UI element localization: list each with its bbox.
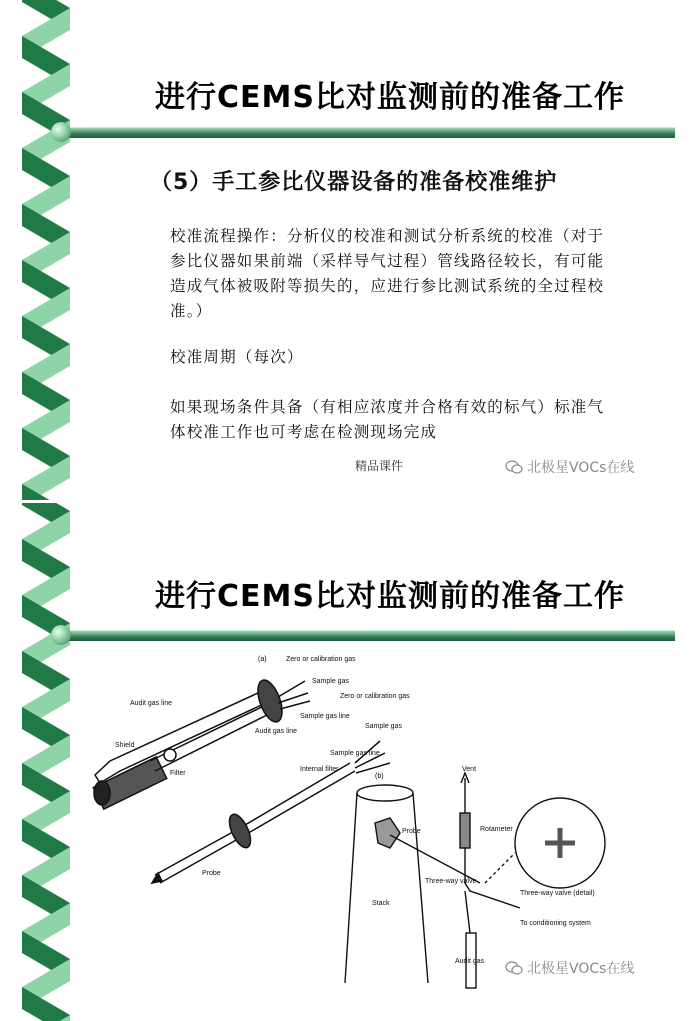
slide-2 [0, 503, 700, 1021]
label-rotameter: Rotameter [480, 826, 513, 833]
label-internal-filter: Internal filter [300, 766, 339, 773]
slide-title: 进行CEMS比对监测前的准备工作 [155, 579, 625, 614]
watermark-text: 北极星VOCs在线 [527, 460, 635, 476]
slide-title: 进行CEMS比对监测前的准备工作 [155, 80, 625, 115]
section-subtitle: （5）手工参比仪器设备的准备校准维护 [150, 170, 558, 195]
zigzag-chain-border [0, 503, 90, 1021]
label-stack: Stack [372, 900, 390, 907]
probe-assembly-lower [152, 741, 390, 883]
wechat-icon [505, 961, 523, 975]
label-probe-b: Probe [402, 828, 421, 835]
label-vent: Vent [462, 766, 477, 773]
label-zero-calibration-gas-2: Zero or calibration gas [340, 693, 410, 700]
label-to-conditioning: To conditioning system [520, 920, 591, 927]
paragraph-onsite-calibration: 如果现场条件具备（有相应浓度并合格有效的标气）标准气体校准工作也可考虑在检测现场完成 [170, 398, 605, 441]
title-divider-bar [55, 127, 675, 138]
label-sample-gas: Sample gas [312, 678, 349, 685]
watermark [505, 958, 634, 978]
footer-caption: 精品课件 [355, 459, 404, 473]
bar-knob [51, 122, 71, 142]
label-audit-gas-line-2: Audit gas line [255, 728, 298, 735]
label-sample-gas-2: Sample gas [365, 723, 402, 730]
panel-a-label: (a) [258, 656, 267, 663]
label-zero-calibration-gas: Zero or calibration gas [286, 656, 356, 663]
paragraph-calibration-procedure: 校准流程操作：分析仪的校准和测试分析系统的校准（对于参比仪器如果前端（采样导气过程）管线路径较长，有可能造成气体被吸附等损失的，应进行参比测试系统的全过程校准。） [170, 227, 605, 320]
title-divider-bar [55, 630, 675, 641]
watermark-text: 北极星VOCs在线 [527, 961, 635, 977]
label-three-way-valve: Three-way valve [425, 878, 477, 885]
wechat-icon [505, 460, 523, 474]
paragraph-calibration-period: 校准周期（每次） [170, 348, 304, 366]
panel-b-label: (b) [375, 773, 384, 780]
label-audit-gas: Audit gas [455, 958, 485, 965]
zigzag-chain-border [0, 0, 90, 500]
label-sample-gas-line: Sample gas line [300, 713, 350, 720]
label-probe-a: Probe [202, 870, 221, 877]
bar-knob [51, 625, 71, 645]
label-sample-gas-line-2: Sample gas line [330, 750, 380, 757]
watermark [505, 457, 634, 477]
label-shield: Shield [115, 742, 135, 749]
slide-1 [0, 0, 700, 500]
label-audit-gas-line: Audit gas line [130, 700, 173, 707]
label-filter: Filter [170, 770, 186, 777]
label-three-way-detail: Three-way valve (detail) [520, 890, 595, 897]
